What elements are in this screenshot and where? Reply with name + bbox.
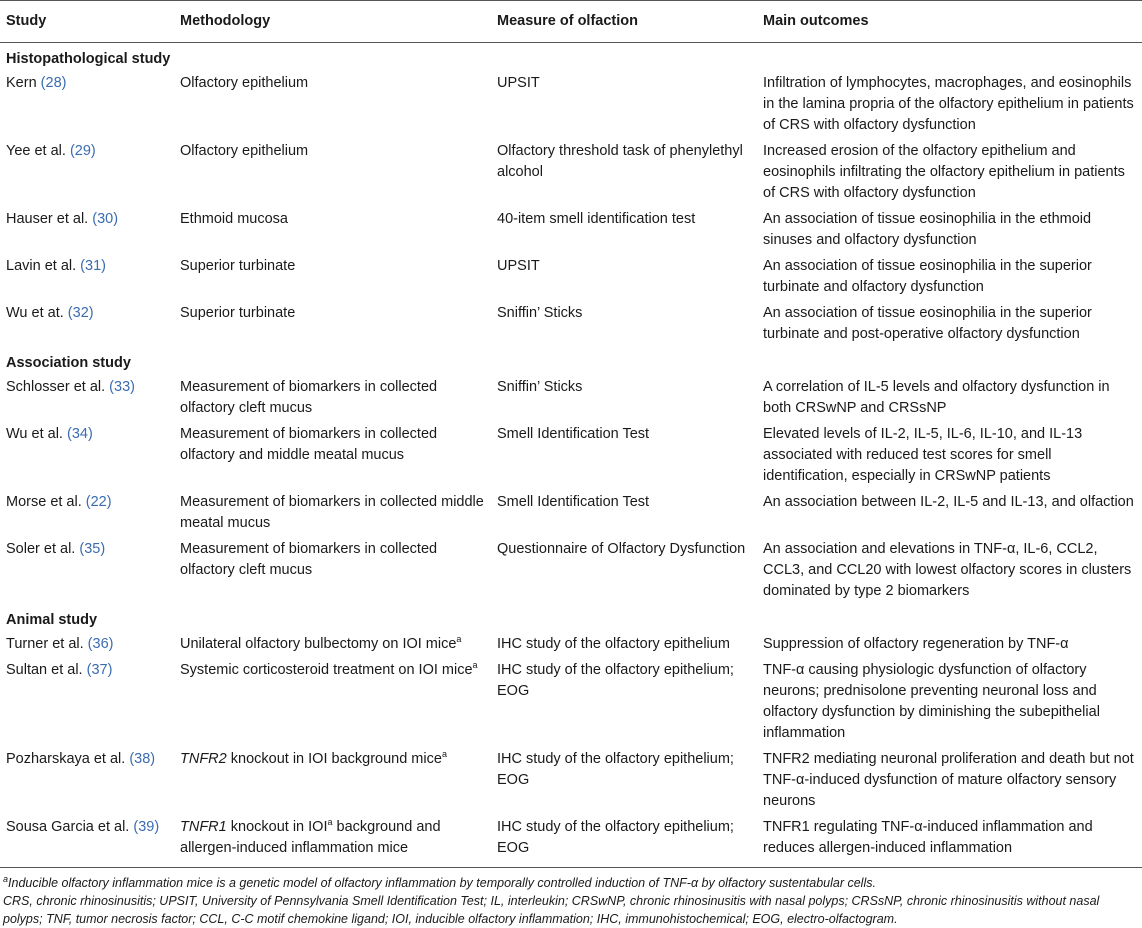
study-name: Wu et al. (6, 426, 63, 442)
study-ref: (34) (66, 426, 93, 442)
study-cell (0, 300, 174, 347)
table-row (0, 253, 1142, 300)
measure-cell: IHC study of the olfactory epithelium (497, 636, 730, 652)
study-name: Sultan et al. (6, 662, 83, 678)
measure-cell: Questionnaire of Olfactory Dysfunction (497, 541, 746, 557)
study-ref: (30) (92, 211, 119, 227)
header-methodology: Methodology (180, 13, 271, 29)
study-cell (0, 631, 174, 657)
methodology-cell (174, 300, 491, 347)
methodology-cell (174, 70, 491, 138)
study-ref: (31) (80, 258, 106, 274)
methodology-text: Ethmoid mucosa (180, 211, 288, 227)
outcome-cell: Elevated levels of IL-2, IL-5, IL-6, IL-10, and IL-13 associated with reduced test scores for smell identification, especially in CRSwNP patients (763, 426, 1083, 484)
study-name: Morse et al. (6, 494, 82, 510)
methodology-cell (174, 374, 491, 421)
study-name: Soler et al. (6, 541, 76, 557)
measure-cell: Sniffin’ Sticks (497, 379, 583, 395)
methodology-cell (174, 746, 491, 814)
section-row (0, 347, 1142, 374)
study-ref: (39) (133, 819, 160, 835)
methodology-text: Olfactory epithelium (180, 143, 309, 159)
methodology-text: knockout in IOI background mice (226, 751, 442, 767)
study-cell (0, 138, 174, 206)
table-row (0, 657, 1142, 746)
study-cell (0, 206, 174, 253)
header-row (0, 1, 1142, 43)
measure-cell: Smell Identification Test (497, 426, 650, 442)
measure-cell: UPSIT (497, 75, 540, 91)
methodology-footnote-marker: a (441, 749, 447, 760)
measure-cell: 40-item smell identification test (497, 211, 696, 227)
methodology-text: Superior turbinate (180, 258, 296, 274)
study-ref: (22) (85, 494, 112, 510)
outcome-cell: An association and elevations in TNF-α, IL-6, CCL2, CCL3, and CCL20 with lowest olfactory scores in clusters dominated by type 2 biomarkers (763, 541, 1132, 599)
section-row (0, 43, 1142, 71)
methodology-cell (174, 657, 491, 746)
study-cell (0, 253, 174, 300)
methodology-cell (174, 631, 491, 657)
study-name: Yee et al. (6, 143, 66, 159)
abbreviations: CRS, chronic rhinosinusitis; UPSIT, University of Pennsylvania Smell Identification Test; IL, interleukin; CRSwNP, chronic rhinosinusitis with nasal polyps; CRSsNP, chronic rhinosinusitis without nasal polyps; TNF, tumor necrosis factor; CCL, C-C motif chemokine ligand; IOI, inducible olfactory inflammation; IHC, immunohistochemical; EOG, electro-olfactogram. (3, 894, 1100, 926)
methodology-footnote-marker: a (327, 817, 333, 828)
study-ref: (38) (129, 751, 156, 767)
measure-cell: IHC study of the olfactory epithelium; EOG (497, 751, 734, 788)
methodology-cell (174, 536, 491, 604)
header-outcomes: Main outcomes (763, 13, 869, 29)
methodology-cell (174, 253, 491, 300)
study-name: Wu et at. (6, 305, 64, 321)
measure-cell: UPSIT (497, 258, 540, 274)
study-cell (0, 421, 174, 489)
methodology-gene: TNFR1 (180, 819, 227, 835)
study-cell (0, 70, 174, 138)
outcome-cell: An association of tissue eosinophilia in the ethmoid sinuses and olfactory dysfunction (763, 211, 1092, 248)
measure-cell: Sniffin’ Sticks (497, 305, 583, 321)
methodology-text: Olfactory epithelium (180, 75, 309, 91)
table-row (0, 746, 1142, 814)
table-row (0, 374, 1142, 421)
section-row (0, 604, 1142, 631)
methodology-text: knockout in IOI (226, 819, 328, 835)
footnote-marker: a (3, 873, 9, 884)
study-name: Sousa Garcia et al. (6, 819, 130, 835)
measure-cell: Smell Identification Test (497, 494, 650, 510)
section-title: Histopathological study (6, 51, 171, 67)
study-name: Lavin et al. (6, 258, 77, 274)
methodology-cell (174, 489, 491, 536)
study-name: Pozharskaya et al. (6, 751, 126, 767)
study-name: Hauser et al. (6, 211, 89, 227)
table-body (0, 43, 1142, 868)
methodology-text: Measurement of biomarkers in collected middle meatal mucus (180, 494, 484, 531)
methodology-text: Unilateral olfactory bulbectomy on IOI mice (180, 636, 457, 652)
methodology-cell (174, 206, 491, 253)
methodology-text: Measurement of biomarkers in collected olfactory and middle meatal mucus (180, 426, 438, 463)
study-cell (0, 374, 174, 421)
outcome-cell: TNF-α causing physiologic dysfunction of olfactory neurons; prednisolone preventing neuronal loss and olfactory dysfunction by diminishing the subepithelial inflammation (763, 662, 1100, 741)
footnote (3, 874, 1138, 892)
study-ref: (33) (109, 379, 135, 395)
table-row (0, 70, 1142, 138)
section-title: Association study (6, 355, 131, 371)
outcome-cell: An association of tissue eosinophilia in the superior turbinate and post-operative olfactory dysfunction (763, 305, 1092, 342)
table-row (0, 206, 1142, 253)
table-row (0, 300, 1142, 347)
header-study: Study (6, 13, 47, 29)
header-measure: Measure of olfaction (497, 13, 638, 29)
measure-cell: Olfactory threshold task of phenylethyl alcohol (497, 143, 743, 180)
study-ref: (37) (86, 662, 113, 678)
measure-cell: IHC study of the olfactory epithelium; EOG (497, 662, 734, 699)
study-cell (0, 489, 174, 536)
table-notes (0, 868, 1142, 928)
outcome-cell: TNFR2 mediating neuronal proliferation and death but not TNF-α-induced dysfunction of mature olfactory sensory neurons (763, 751, 1134, 809)
study-cell (0, 536, 174, 604)
outcome-cell: An association of tissue eosinophilia in the superior turbinate and olfactory dysfunction (763, 258, 1092, 295)
methodology-text-cont: background and allergen-induced inflammation mice (180, 819, 441, 856)
outcome-cell: A correlation of IL-5 levels and olfactory dysfunction in both CRSwNP and CRSsNP (763, 379, 1110, 416)
methodology-footnote-marker: a (472, 660, 478, 671)
measure-cell: IHC study of the olfactory epithelium; EOG (497, 819, 734, 856)
methodology-text: Superior turbinate (180, 305, 296, 321)
outcome-cell: TNFR1 regulating TNF-α-induced inflammation and reduces allergen-induced inflammation (763, 819, 1093, 856)
study-cell (0, 814, 174, 868)
table-row (0, 489, 1142, 536)
footnote-text: Inducible olfactory inflammation mice is a genetic model of olfactory inflammation by temporally controlled induction of TNF-α by olfactory sustentabular cells. (8, 876, 876, 890)
outcome-cell: Increased erosion of the olfactory epithelium and eosinophils infiltrating the olfactory epithelium in patients of CRS with olfactory dysfunction (763, 143, 1125, 201)
outcome-cell: Infiltration of lymphocytes, macrophages, and eosinophils in the lamina propria of the olfactory epithelium in patients of CRS with olfactory dysfunction (763, 75, 1134, 133)
methodology-cell (174, 421, 491, 489)
section-title: Animal study (6, 612, 98, 628)
study-name: Kern (6, 75, 37, 91)
methodology-footnote-marker: a (456, 634, 462, 645)
study-ref: (35) (79, 541, 106, 557)
study-cell (0, 746, 174, 814)
study-ref: (36) (87, 636, 114, 652)
methodology-text: Measurement of biomarkers in collected olfactory cleft mucus (180, 541, 438, 578)
table-row (0, 536, 1142, 604)
table-row (0, 814, 1142, 868)
methodology-cell (174, 138, 491, 206)
study-cell (0, 657, 174, 746)
outcome-cell: Suppression of olfactory regeneration by TNF-α (763, 636, 1069, 652)
table-row (0, 421, 1142, 489)
study-ref: (28) (40, 75, 67, 91)
study-ref: (29) (69, 143, 96, 159)
methodology-gene: TNFR2 (180, 751, 227, 767)
methodology-cell (174, 814, 491, 868)
methodology-text: Systemic corticosteroid treatment on IOI mice (180, 662, 473, 678)
table-row (0, 631, 1142, 657)
study-ref: (32) (67, 305, 94, 321)
table-row (0, 138, 1142, 206)
study-name: Schlosser et al. (6, 379, 106, 395)
methodology-text: Measurement of biomarkers in collected olfactory cleft mucus (180, 379, 438, 416)
study-name: Turner et al. (6, 636, 84, 652)
outcome-cell: An association between IL-2, IL-5 and IL-13, and olfaction (763, 494, 1134, 510)
